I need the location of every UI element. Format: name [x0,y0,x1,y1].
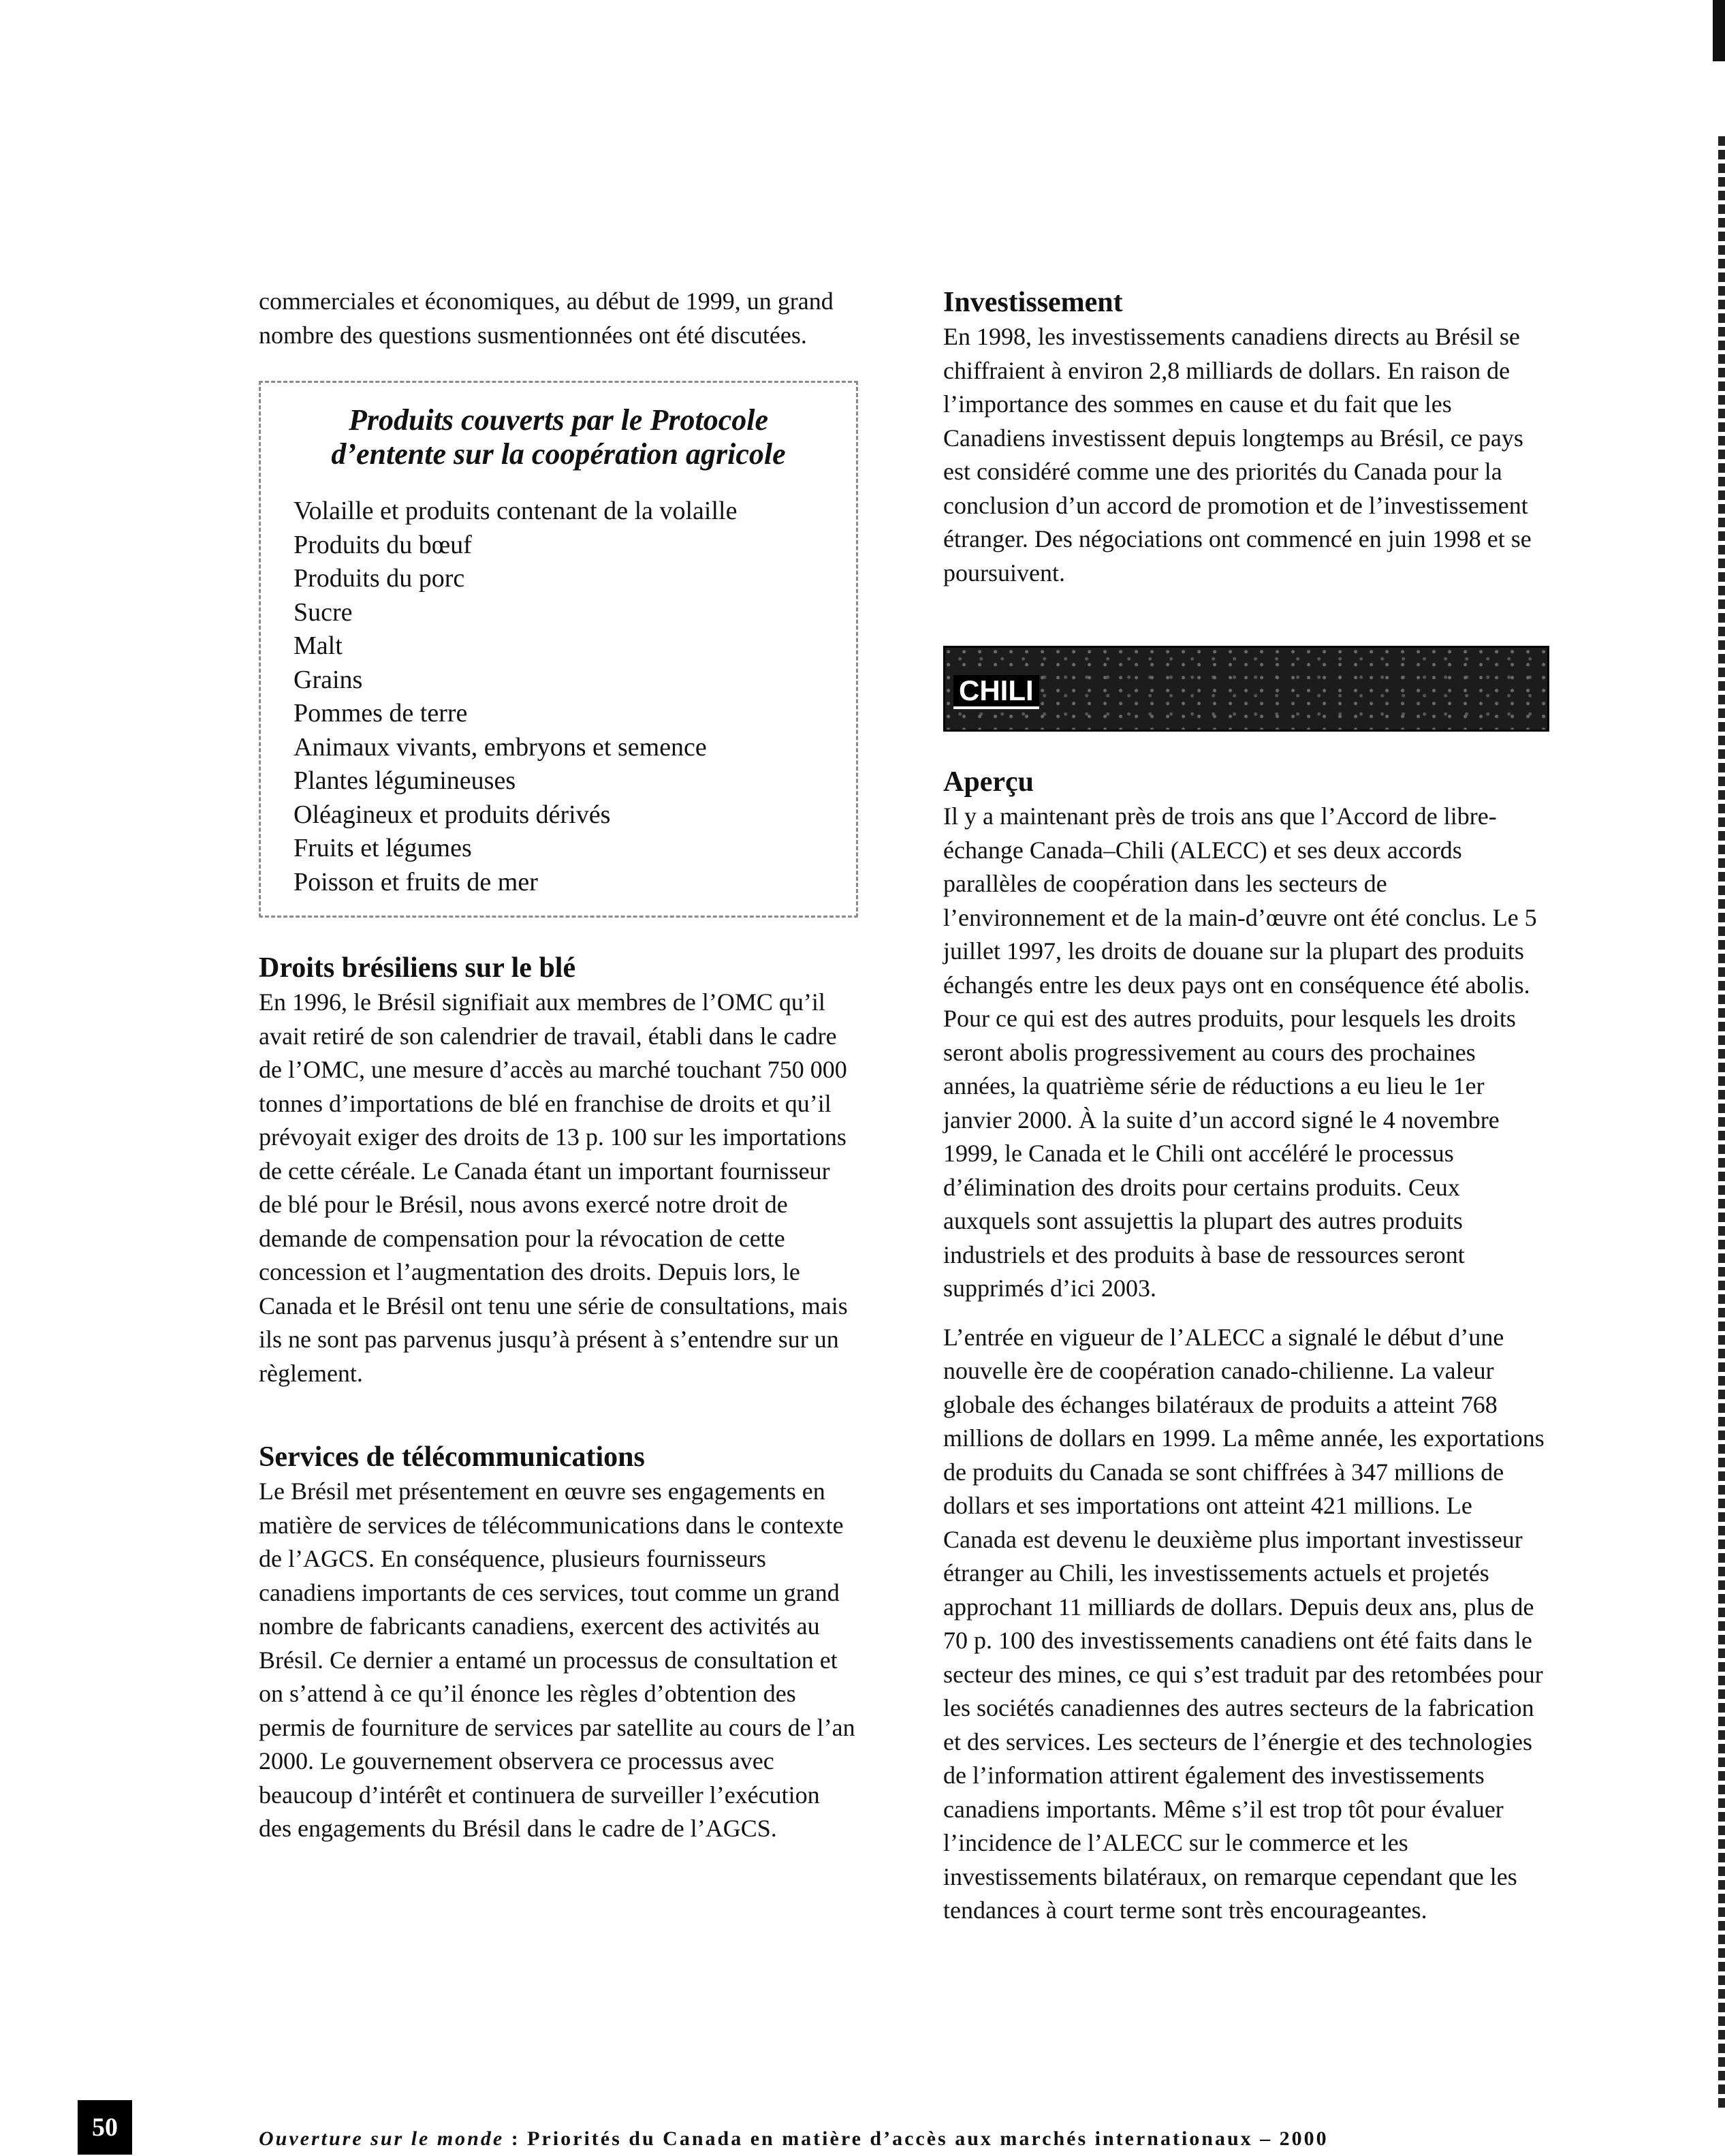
list-item: Poisson et fruits de mer [294,867,538,896]
box-title: Produits couverts par le Protocole d’entente sur la coopération agricole [331,403,786,471]
binding-edge [1718,136,1725,2112]
agricultural-products-box [259,381,858,918]
section-heading-overview: Aperçu [943,766,1034,798]
list-item: Produits du bœuf [294,530,472,559]
list-item: Sucre [294,597,353,627]
list-item: Grains [294,665,363,694]
wheat-paragraph: En 1996, le Brésil signifiait aux membres de l’OMC qu’il avait retiré de son calendrier de travail, établi dans le cadre de l’OMC, une mesure d’accès au marché touchant 750 000 tonnes d’importations de blé en franchise de droits et qu’il prévoyait exiger des droits de 13 p. 100 sur les importations de cette céréale. Le Canada étant un important fournisseur de blé pour le Brésil, nous avons exercé notre droit de demande de compensation pour la révocation de cette concession et l’augmentation des droits. Depuis lors, le Canada et le Brésil ont tenu une série de consultations, mais ils ne sont pas parvenus jusqu’à présent à s’entendre sur un règlement. [259,988,848,1387]
section-heading-wheat: Droits brésiliens sur le blé [259,952,576,984]
left-column [259,285,858,1846]
banner-label: CHILI [953,675,1039,709]
intro-paragraph: commerciales et économiques, au début de 1999, un grand nombre des questions susmentionnées ont été discutées. [259,287,834,349]
list-item: Oléagineux et produits dérivés [294,800,611,829]
overview-paragraph-2: L’entrée en vigueur de l’ALECC a signalé le début d’une nouvelle ère de coopération canado-chilienne. La valeur globale des échanges bilatéraux de produits a atteint 768 millions de dollars en 1999. La même année, les exportations de produits du Canada se sont chiffrées à 347 millions de dollars et ses importations ont atteint 421 millions. Le Canada est devenu le deuxième plus important investisseur étranger au Chili, les investissements actuels et projetés approchant 11 milliards de dollars. Depuis deux ans, plus de 70 p. 100 des investissements canadiens ont été faits dans le secteur des mines, ce qui s’est traduit par des retombées pour les sociétés canadiennes des autres secteurs de la fabrication et des services. Les secteurs de l’énergie et des technologies de l’information attirent également des investissements canadiens importants. Même s’il est trop tôt pour évaluer l’incidence de l’ALECC sur le commerce et les investissements bilatéraux, on remarque cependant que les tendances à court terme sont très encourageantes. [943,1323,1545,1924]
list-item: Malt [294,631,343,660]
right-column [943,285,1549,1928]
investment-paragraph: En 1998, les investissements canadiens directs au Brésil se chiffraient à environ 2,8 milliards de dollars. En raison de l’importance des sommes en cause et du fait que les Canadiens investissent depuis longtemps au Brésil, ce pays est considéré comme une des priorités du Canada pour la conclusion d’un accord de promotion et de l’investissement étranger. Des négociations ont commencé en juin 1998 et se poursuivent. [943,323,1532,587]
list-item: Produits du porc [294,564,465,593]
section-heading-investment: Investissement [943,287,1123,318]
series-title: Ouverture sur le monde [259,2127,505,2150]
list-item: Animaux vivants, embryons et semence [294,732,707,762]
list-item: Volaille et produits contenant de la volaille [294,497,738,525]
page-number: 50 [78,2100,132,2155]
list-item: Fruits et légumes [294,834,472,862]
chili-banner [943,646,1549,732]
scan-edge-mark [1713,0,1725,61]
list-item: Plantes légumineuses [294,766,516,795]
list-item: Pommes de terre [294,699,468,728]
telecom-paragraph: Le Brésil met présentement en œuvre ses engagements en matière de services de télécommunications dans le contexte de l’AGCS. En conséquence, plusieurs fournisseurs canadiens importants de ces services, tout comme un grand nombre de fabricants canadiens, exercent des activités au Brésil. Ce dernier a entamé un processus de consultation et on s’attend à ce qu’il énonce les règles d’obtention des permis de fourniture de services par satellite au cours de l’an 2000. Le gouvernement observera ce processus avec beaucoup d’intérêt et continuera de surveiller l’exécution des engagements du Brésil dans le cadre de l’AGCS. [259,1478,855,1842]
overview-paragraph-1: Il y a maintenant près de trois ans que l’Accord de libre-échange Canada–Chili (ALECC) et ses deux accords parallèles de coopération dans les secteurs de l’environnement et de la main-d’œuvre ont été conclus. Le 5 juillet 1997, les droits de douane sur la plupart des produits échangés entre les deux pays ont en conséquence été abolis. Pour ce qui est des autres produits, pour lesquels les droits seront abolis progressivement au cours des prochaines années, la quatrième série de réductions a eu lieu le 1er janvier 2000. À la suite d’un accord signé le 4 novembre 1999, le Canada et le Chili ont accéléré le processus d’élimination des droits pour certains produits. Ceux auxquels sont assujettis la plupart des autres produits industriels et des produits à base de ressources seront supprimés d’ici 2003. [943,802,1537,1302]
product-list [281,495,836,899]
running-footer [259,2125,1566,2153]
section-heading-telecom: Services de télécommunications [259,1441,645,1473]
footer-subtitle: : Priorités du Canada en matière d’accès aux marchés internationaux – 2000 [504,2127,1329,2150]
